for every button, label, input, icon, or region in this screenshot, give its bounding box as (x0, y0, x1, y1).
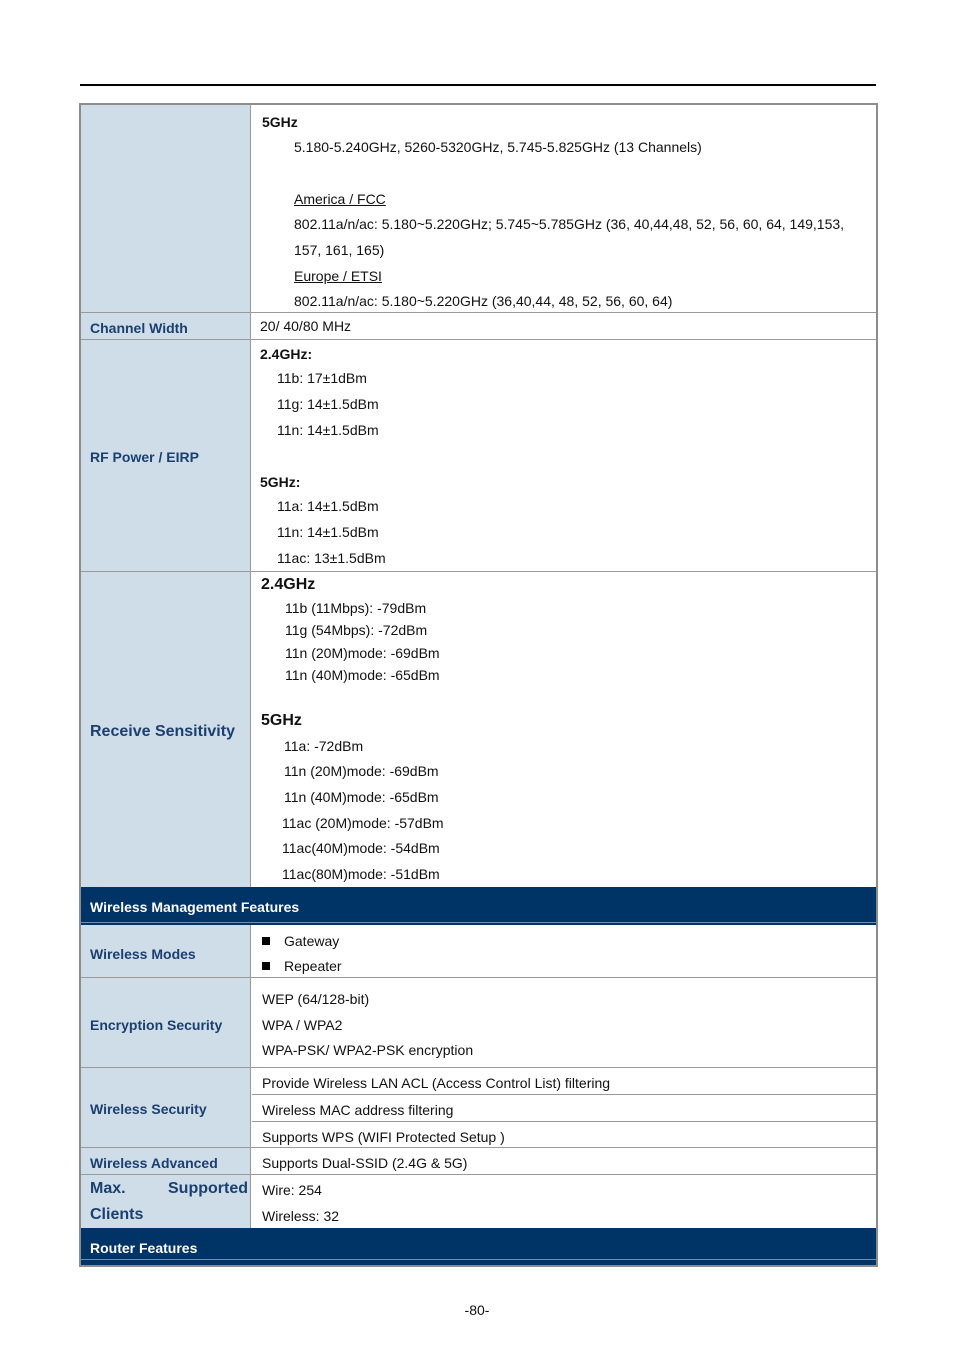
rs-24-heading: 2.4GHz (261, 576, 316, 593)
rf-5-item: 11a: 14±1.5dBm (277, 498, 379, 514)
frequency-row (81, 105, 876, 313)
rf-5-item: 11ac: 13±1.5dBm (277, 550, 386, 566)
frequency-label-cell (81, 105, 251, 312)
rf-power-label: RF Power / EIRP (90, 449, 199, 465)
rf-24-item: 11g: 14±1.5dBm (277, 396, 379, 412)
encryption-security-label: Encryption Security (90, 1017, 223, 1033)
band-5g-range: 5.180-5.240GHz, 5260-5320GHz, 5.745-5.825GHz (13 Channels) (294, 139, 702, 155)
encryption-security-row (81, 978, 876, 1068)
rf-5-heading: 5GHz: (260, 474, 301, 490)
rf-24-heading: 2.4GHz: (260, 346, 313, 362)
europe-etsi-label: Europe / ETSI (294, 268, 382, 284)
rs-5-item: 11n (40M)mode: -65dBm (284, 789, 439, 805)
channel-width-value: 20/ 40/80 MHz (260, 318, 352, 334)
america-fcc-line1: 802.11a/n/ac: 5.180~5.220GHz; 5.745~5.785GHz (36, 40,44,48, 52, 56, 60, 64, 149,153, (294, 216, 845, 232)
receive-sensitivity-label: Receive Sensitivity (90, 723, 235, 740)
encryption-item: WEP (64/128-bit) (262, 991, 370, 1007)
max-clients-wire: Wire: 254 (262, 1182, 322, 1198)
rf-24-item: 11n: 14±1.5dBm (277, 422, 379, 438)
wireless-advanced-value: Supports Dual-SSID (2.4G & 5G) (262, 1155, 468, 1171)
rs-5-item: 11a: -72dBm (284, 738, 364, 754)
wireless-security-item: Supports WPS (WIFI Protected Setup ) (262, 1129, 505, 1145)
max-clients-label-word: Max. (90, 1180, 126, 1197)
rs-5-item: 11ac (20M)mode: -57dBm (282, 815, 444, 831)
rf-5-item: 11n: 14±1.5dBm (277, 524, 379, 540)
receive-sensitivity-row (81, 572, 876, 887)
rf-24-item: 11b: 17±1dBm (277, 370, 367, 386)
max-clients-row (81, 1175, 876, 1228)
channel-width-label: Channel Width (90, 320, 188, 336)
header-rule (80, 84, 876, 86)
square-bullet-icon (262, 962, 270, 970)
wireless-security-item: Provide Wireless LAN ACL (Access Control List) filtering (262, 1075, 611, 1091)
page-number: -80- (464, 1302, 490, 1318)
section-router-features-title: Router Features (90, 1240, 198, 1256)
rs-24-item: 11n (20M)mode: -69dBm (285, 645, 440, 661)
wireless-modes-row (81, 925, 876, 978)
spec-table (79, 103, 878, 1267)
rf-power-row (81, 340, 876, 572)
wireless-security-row (81, 1068, 876, 1148)
rs-5-item: 11ac(40M)mode: -54dBm (282, 840, 440, 856)
channel-width-row (81, 313, 876, 340)
rs-5-item: 11n (20M)mode: -69dBm (284, 763, 439, 779)
wireless-mode-item: Gateway (262, 933, 339, 949)
rs-24-item: 11n (40M)mode: -65dBm (285, 667, 440, 683)
max-clients-wireless: Wireless: 32 (262, 1208, 340, 1224)
wireless-security-item: Wireless MAC address filtering (262, 1102, 454, 1118)
wireless-modes-label: Wireless Modes (90, 946, 196, 962)
max-clients-label-word: Supported (168, 1180, 248, 1197)
section-router-features (81, 1228, 876, 1265)
europe-etsi-line: 802.11a/n/ac: 5.180~5.220GHz (36,40,44, 48, 52, 56, 60, 64) (294, 293, 673, 309)
encryption-item: WPA / WPA2 (262, 1017, 343, 1033)
rs-24-item: 11b (11Mbps): -79dBm (285, 600, 427, 616)
encryption-item: WPA-PSK/ WPA2-PSK encryption (262, 1042, 474, 1058)
wireless-mode-item: Repeater (262, 958, 342, 974)
section-wireless-management (81, 887, 876, 925)
america-fcc-line2: 157, 161, 165) (294, 242, 385, 258)
wireless-advanced-row (81, 1148, 876, 1175)
section-wireless-management-title: Wireless Management Features (90, 899, 300, 915)
wireless-security-label: Wireless Security (90, 1101, 207, 1117)
frequency-value-cell (252, 105, 876, 312)
rs-24-item: 11g (54Mbps): -72dBm (285, 622, 428, 638)
rs-5-heading: 5GHz (261, 712, 302, 729)
square-bullet-icon (262, 937, 270, 945)
rs-5-item: 11ac(80M)mode: -51dBm (282, 866, 440, 882)
wireless-advanced-label: Wireless Advanced (90, 1155, 218, 1171)
band-5g-heading: 5GHz (262, 114, 298, 130)
america-fcc-label: America / FCC (294, 191, 386, 207)
max-clients-label-word: Clients (90, 1206, 144, 1223)
